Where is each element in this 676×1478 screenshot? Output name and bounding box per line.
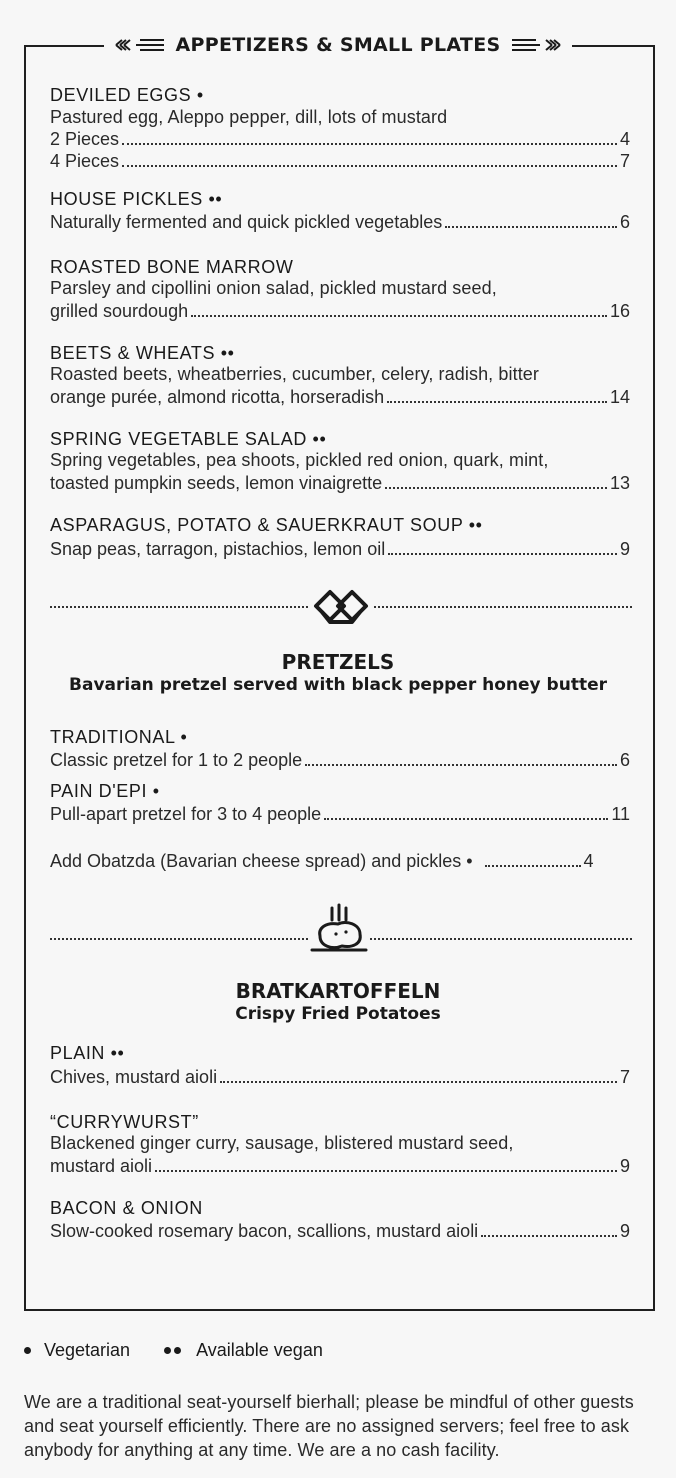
dot-leader [324, 818, 608, 820]
steaming-potato-icon [308, 902, 370, 956]
price-line [50, 749, 630, 771]
price-line [50, 1066, 630, 1088]
menu-item-name: BACON & ONION [50, 1198, 203, 1218]
dot-leader [220, 1081, 617, 1083]
dot-leader [388, 553, 617, 555]
menu-item-name: BEETS & WHEATS •• [50, 343, 235, 363]
price-line [50, 211, 630, 233]
section-title-appetizers: APPETIZERS & SMALL PLATES [175, 34, 501, 56]
wheat-ornament-left-icon [114, 37, 166, 53]
price-line-label: grilled sourdough [50, 301, 189, 321]
price-line-label: Pull-apart pretzel for 3 to 4 people [50, 804, 322, 824]
menu-item-name: HOUSE PICKLES •• [50, 189, 223, 209]
price: 13 [609, 473, 630, 493]
menu-item-name: ASPARAGUS, POTATO & SAUERKRAUT SOUP •• [50, 515, 483, 535]
dot-leader [305, 764, 617, 766]
menu-header [0, 30, 676, 60]
price-line-label: 4 Pieces [50, 151, 120, 171]
menu-item-description: Roasted beets, wheatberries, cucumber, celery, radish, bitter [50, 364, 539, 384]
menu-item-description: Pastured egg, Aleppo pepper, dill, lots of mustard [50, 107, 448, 127]
dot-leader [155, 1170, 617, 1172]
menu-item-name: “CURRYWURST” [50, 1112, 199, 1132]
menu-item-name: PLAIN •• [50, 1043, 125, 1063]
wheat-ornament-right-icon [510, 37, 562, 53]
menu-item-name: SPRING VEGETABLE SALAD •• [50, 429, 327, 449]
price-line-label: Naturally fermented and quick pickled vegetables [50, 212, 443, 232]
price-line [50, 150, 630, 172]
legend-vegetarian-label: Vegetarian [44, 1340, 131, 1360]
price-line-label: Snap peas, tarragon, pistachios, lemon oil [50, 539, 386, 559]
vegetarian-dot-icon [24, 1347, 31, 1354]
price: 16 [609, 301, 630, 321]
dot-leader [445, 226, 617, 228]
price-line-label: Chives, mustard aioli [50, 1067, 218, 1087]
pretzel-icon [310, 586, 372, 630]
menu-item-name: PAIN D'EPI • [50, 781, 160, 801]
price: 4 [619, 129, 630, 149]
section-subtitle-pretzels: Bavarian pretzel served with black pepper honey butter [69, 675, 607, 695]
menu-item-name: DEVILED EGGS • [50, 85, 204, 105]
menu-item-description: Blackened ginger curry, sausage, blistered mustard seed, [50, 1133, 514, 1153]
dot-leader [122, 165, 617, 167]
menu-item-name: ROASTED BONE MARROW [50, 257, 294, 277]
section-subtitle-potatoes: Crispy Fried Potatoes [235, 1004, 441, 1024]
dietary-legend [24, 1340, 323, 1361]
price-line-label: Add Obatzda (Bavarian cheese spread) and pickles • [50, 851, 473, 871]
footer-note: We are a traditional seat-yourself bierhall; please be mindful of other guests and seat yourself efficiently. There are no assigned servers; feel free to ask anybody for anything at any time. We are a no cash facility. [24, 1392, 634, 1460]
dot-leader [387, 401, 607, 403]
menu-item-description: Spring vegetables, pea shoots, pickled red onion, quark, mint, [50, 450, 549, 470]
price-line [50, 128, 630, 150]
price: 6 [619, 212, 630, 232]
price-line [50, 1155, 630, 1177]
vegan-dot-icon [174, 1347, 181, 1354]
dot-leader [385, 487, 607, 489]
price: 11 [611, 804, 630, 824]
dot-leader [485, 865, 581, 867]
dot-leader [122, 143, 617, 145]
price-line-label: orange purée, almond ricotta, horseradish [50, 387, 385, 407]
price-line-label: mustard aioli [50, 1156, 153, 1176]
price-line-label: Slow-cooked rosemary bacon, scallions, mustard aioli [50, 1221, 479, 1241]
price: 4 [583, 851, 594, 871]
price-line-label: Classic pretzel for 1 to 2 people [50, 750, 303, 770]
price-line [50, 300, 630, 322]
price-line [50, 803, 630, 825]
price-line [50, 472, 630, 494]
price-line [50, 1220, 630, 1242]
price: 7 [619, 1067, 630, 1087]
price-line-label: 2 Pieces [50, 129, 120, 149]
price: 7 [619, 151, 630, 171]
menu-item-description: Parsley and cipollini onion salad, pickled mustard seed, [50, 278, 497, 298]
section-title-potatoes: BRATKARTOFFELN [235, 979, 441, 1003]
vegan-dot-icon [164, 1347, 171, 1354]
price: 9 [619, 539, 630, 559]
price-line-label: toasted pumpkin seeds, lemon vinaigrette [50, 473, 383, 493]
price-line [50, 538, 630, 560]
price: 9 [619, 1221, 630, 1241]
dot-leader [481, 1235, 617, 1237]
menu-item-name: TRADITIONAL • [50, 727, 188, 747]
price: 9 [619, 1156, 630, 1176]
addon-price-line [50, 850, 630, 872]
dot-leader [191, 315, 607, 317]
price: 6 [619, 750, 630, 770]
section-title-pretzels: PRETZELS [281, 650, 395, 674]
price: 14 [609, 387, 630, 407]
price-line [50, 386, 630, 408]
legend-vegan-label: Available vegan [196, 1340, 323, 1360]
